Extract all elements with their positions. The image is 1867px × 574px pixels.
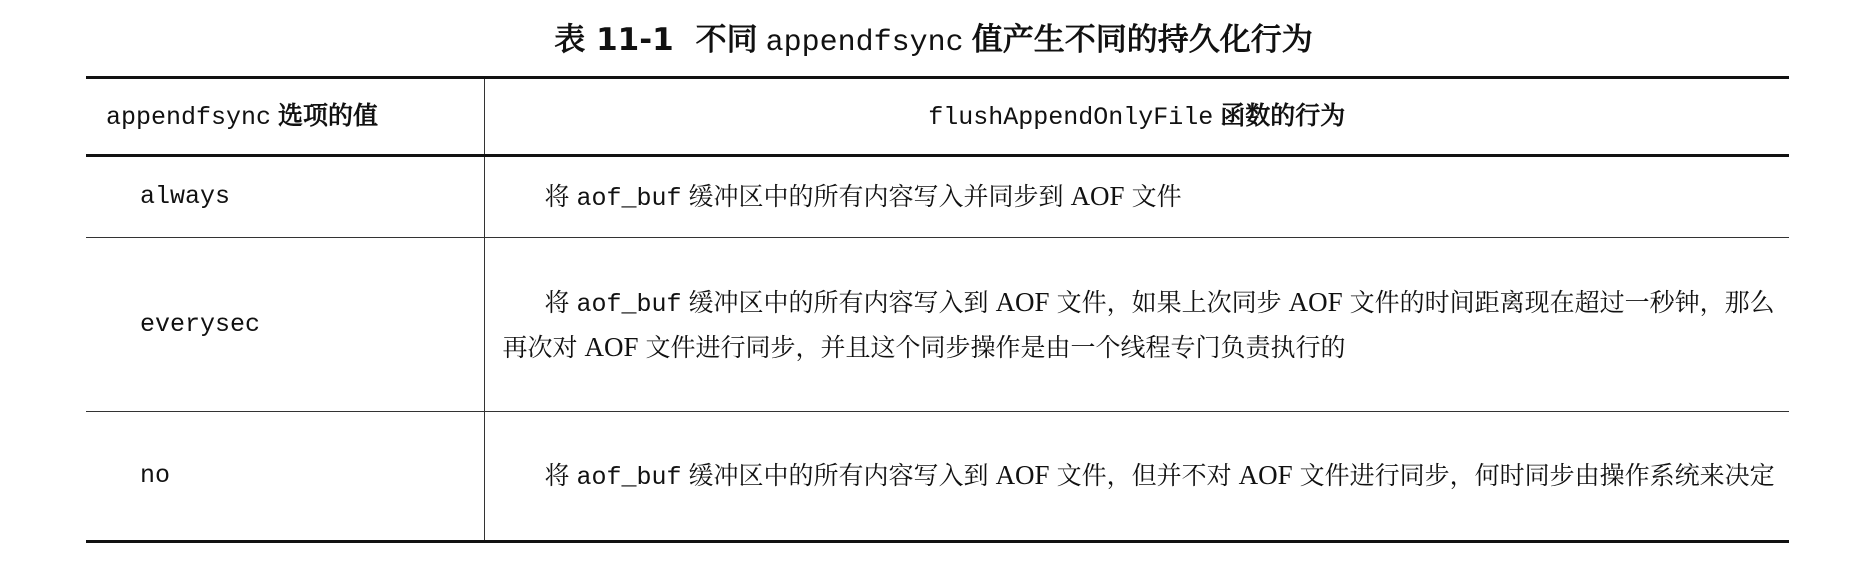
row-description: 将 aof_buf 缓冲区中的所有内容写入并同步到 AOF 文件 <box>544 180 1182 213</box>
caption-text-after: 值产生不同的持久化行为 <box>971 22 1313 58</box>
table-row <box>86 238 1789 412</box>
caption-label: 表 11-1 <box>554 22 674 58</box>
header-function-behavior: flushAppendOnlyFile 函数的行为 <box>928 100 1346 132</box>
row-value: everysec <box>86 238 484 412</box>
caption-code: appendfsync <box>765 26 964 60</box>
table-header-row <box>86 78 1789 156</box>
row-description: 将 aof_buf 缓冲区中的所有内容写入到 AOF 文件，如果上次同步 AOF 文件的时间距离现在超过一秒钟，那么再次对 AOF 文件进行同步，并且这个同步操作是由一个线程专门负责执行的 <box>502 286 1775 362</box>
appendfsync-table <box>86 76 1789 543</box>
caption-text-before: 不同 <box>695 22 758 58</box>
table-caption <box>0 18 1867 65</box>
row-value: always <box>86 156 484 238</box>
row-value: no <box>86 412 484 542</box>
table-row <box>86 156 1789 238</box>
row-description: 将 aof_buf 缓冲区中的所有内容写入到 AOF 文件，但并不对 AOF 文件进行同步，何时同步由操作系统来决定 <box>544 459 1775 492</box>
header-option-value: appendfsync 选项的值 <box>86 78 484 156</box>
table-row <box>86 412 1789 542</box>
